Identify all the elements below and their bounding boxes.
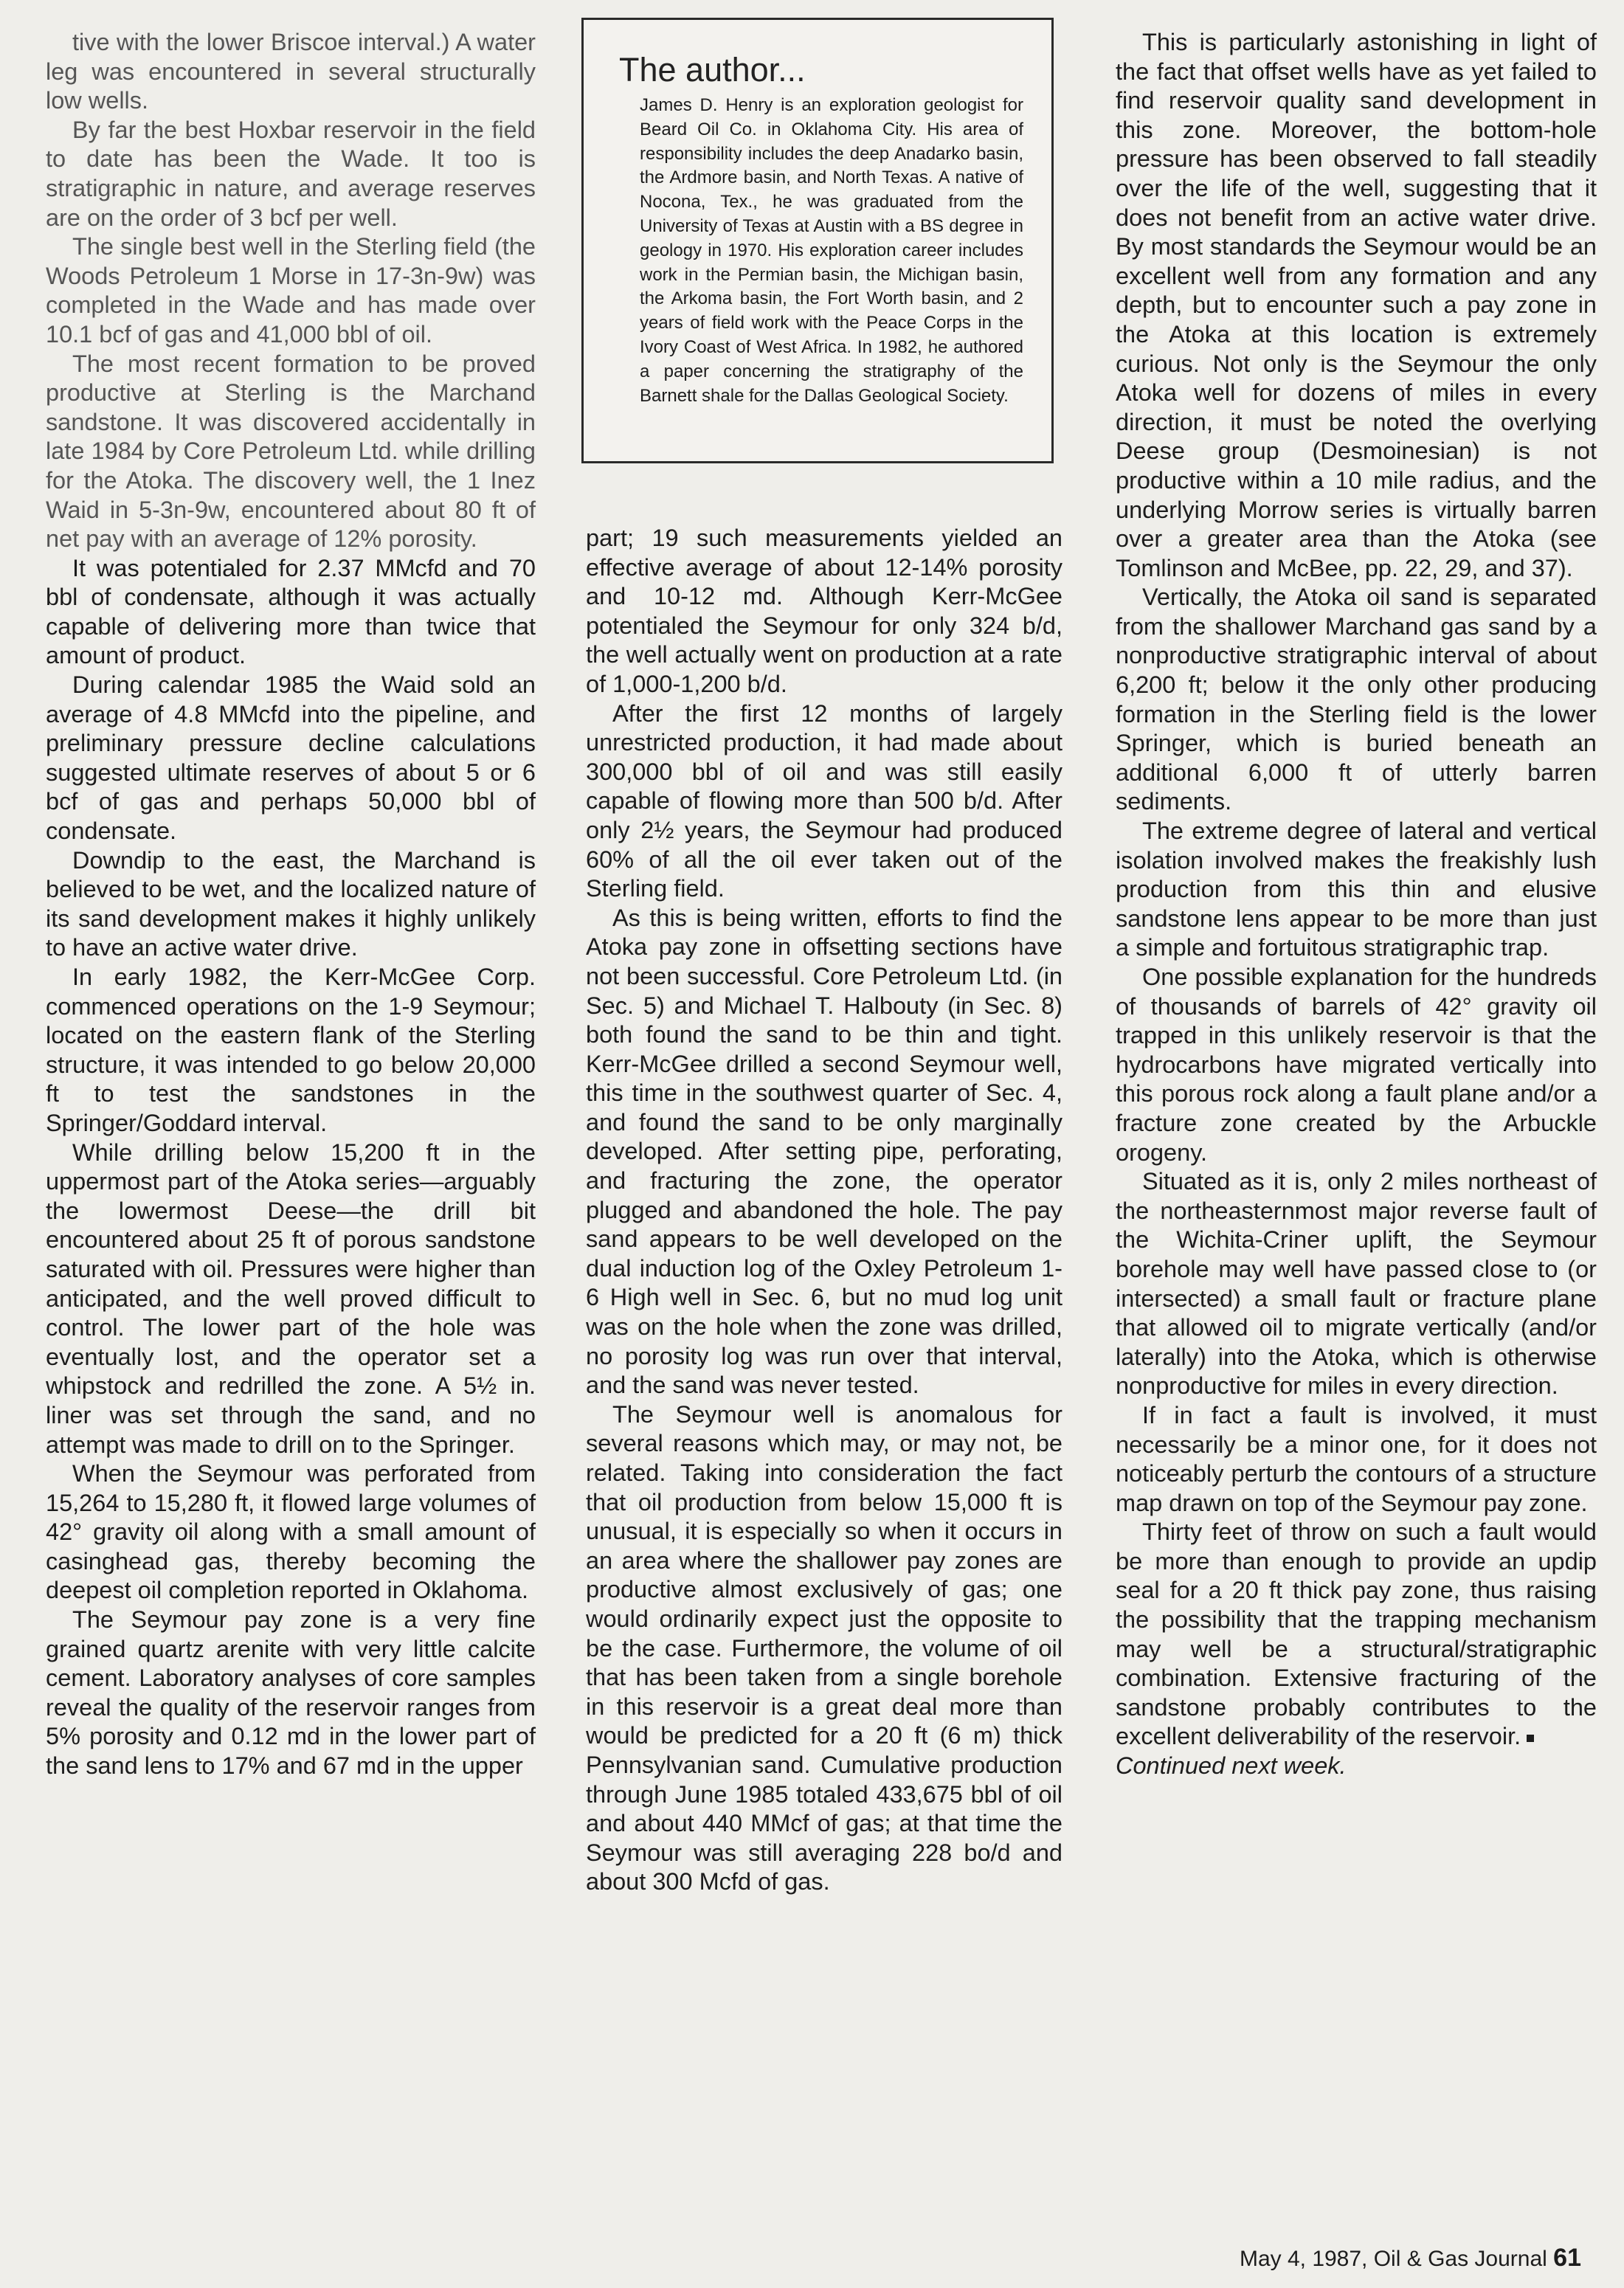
page-number: 61 xyxy=(1553,2244,1581,2272)
article-column-1 xyxy=(46,28,536,1781)
paragraph: During calendar 1985 the Waid sold an average of 4.8 MMcfd into the pipeline, and preliminary pressure decline calculations suggested ultimate reserves of about 5 or 6 bcf of gas and perhaps 50,000 bbl of condensate. xyxy=(46,671,536,845)
paragraph: One possible explanation for the hundreds of thousands of barrels of 42° gravity oil trapped in this unlikely reservoir is that the hydrocarbons have migrated vertically into this porous rock along a fault plane and/or a fracture zone created by the Arbuckle orogeny. xyxy=(1116,964,1597,1166)
issue-line: May 4, 1987, Oil & Gas Journal xyxy=(1239,2247,1547,2271)
paragraph: The Seymour well is anomalous for several reasons which may, or may not, be related. Taking into consideration the fact that oil production from below 15,000 ft is unusual, it is especially so when it occurs in an area where the shallower pay zones are productive almost exclusively of gas; one would ordinarily expect just the opposite to be the case. Furthermore, the volume of oil that has been taken from a single borehole in this reservoir is a great deal more than would be predicted for a 20 ft (6 m) thick Pennsylvanian sand. Cumulative production through June 1985 totaled 433,675 bbl of oil and about 440 MMcf of gas; at that time the Seymour was still averaging 228 bo/d and about 300 Mcfd of gas. xyxy=(586,1400,1062,1895)
continued-note: Continued next week. xyxy=(1116,1752,1347,1780)
author-box-heading: The author... xyxy=(619,51,806,89)
article-column-2 xyxy=(586,524,1062,1897)
paragraph: While drilling below 15,200 ft in the uppermost part of the Atoka series—arguably the lowermost Deese—the drill bit encountered about 25 ft of porous sandstone saturated with oil. Pressures were higher than anticipated, and the well proved difficult to control. The lower part of the hole was eventually lost, and the operator set a whipstock and redrilled the zone. A 5½ in. liner was set through the sand, and no attempt was made to drill on to the Springer. xyxy=(46,1138,536,1458)
paragraph: When the Seymour was perforated from 15,264 to 15,280 ft, it flowed large volumes of 42° gravity oil along with a small amount of casinghead gas, thereby becoming the deepest oil completion reported in Oklahoma. xyxy=(46,1460,536,1604)
final-paragraph xyxy=(1116,1518,1597,1752)
paragraph: Downdip to the east, the Marchand is believed to be wet, and the localized nature of its sand development makes it highly unlikely to have an active water drive. xyxy=(46,846,536,961)
paragraph: This is particularly astonishing in light of the fact that offset wells have as yet failed to find reservoir quality sand development in this zone. Moreover, the bottom-hole pressure has been observed to fall steadily over the life of the well, suggesting that it does not benefit from an active water drive. By most standards the Seymour would be an excellent well from any formation and any depth, but to encounter such a pay zone in the Atoka at this location is extremely curious. Not only is the Seymour the only Atoka well for dozens of miles in every direction, it must be noted the overlying Deese group (Desmoinesian) is not productive within a 10 mile radius, and the underlying Morrow series is virtually barren over a greater area than the Atoka (see Tomlinson and McBee, pp. 22, 29, and 37). xyxy=(1116,29,1597,581)
article-column-3 xyxy=(1116,28,1597,1781)
author-biography: James D. Henry is an exploration geologist for Beard Oil Co. in Oklahoma City. His area of responsibility includes the deep Anadarko basin, the Ardmore basin, and North Texas. A native of Nocona, Tex., he was graduated from the University of Texas at Austin with a BS degree in geology in 1970. His exploration career includes work in the Permian basin, the Michigan basin, the Arkoma basin, the Fort Worth basin, and 2 years of field work with the Peace Corps in the Ivory Coast of West Africa. In 1982, he authored a paper concerning the stratigraphy of the Barnett shale for the Dallas Geological Society. xyxy=(640,95,1023,406)
paragraph: The most recent formation to be proved productive at Sterling is the Marchand sandstone. It was discovered accidentally in late 1984 by Core Petroleum Ltd. while drilling for the Atoka. The discovery well, the 1 Inez Waid in 5-3n-9w, encountered about 80 ft of net pay with an average of 12% porosity. xyxy=(46,350,536,553)
paragraph: Vertically, the Atoka oil sand is separated from the shallower Marchand gas sand by a nonproductive stratigraphic interval of about 6,200 ft; below it the only other producing formation in the Sterling field is the lower Springer, which is buried beneath an additional 6,000 ft of utterly barren sediments. xyxy=(1116,584,1597,815)
paragraph: The Seymour pay zone is a very fine grained quartz arenite with very little calcite cement. Laboratory analyses of core samples reveal the quality of the reservoir ranges from 5% porosity and 0.12 md in the lower part of the sand lens to 17% and 67 md in the upper xyxy=(46,1606,536,1780)
end-of-article-mark xyxy=(1527,1735,1534,1742)
paragraph: If in fact a fault is involved, it must necessarily be a minor one, for it does not noticeably perturb the contours of a structure map drawn on top of the Seymour pay zone. xyxy=(1116,1401,1597,1516)
page-footer xyxy=(1240,2244,1581,2273)
paragraph: In early 1982, the Kerr-McGee Corp. commenced operations on the 1-9 Seymour; located on the eastern flank of the Sterling structure, it was intended to go below 20,000 ft to test the sandstones in the Springer/Goddard interval. xyxy=(46,964,536,1136)
paragraph: The single best well in the Sterling field (the Woods Petroleum 1 Morse in 17-3n-9w) was completed in the Wade and has made over 10.1 bcf of gas and 41,000 bbl of oil. xyxy=(46,233,536,348)
paragraph: Situated as it is, only 2 miles northeast of the northeasternmost major reverse fault of the Wichita-Criner uplift, the Seymour borehole may well have passed close to (or intersected) a small fault or fracture plane that allowed oil to migrate vertically (and/or laterally) into the Atoka, which is otherwise nonproductive for miles in every direction. xyxy=(1116,1168,1597,1400)
paragraph: part; 19 such measurements yielded an effective average of about 12-14% porosity and 10-12 md. Although Kerr-McGee potentialed the Seymour for only 324 b/d, the well actually went on production at a rate of 1,000-1,200 b/d. xyxy=(586,525,1062,697)
author-sidebar-box xyxy=(581,18,1054,463)
paragraph: tive with the lower Briscoe interval.) A water leg was encountered in several structurally low wells. xyxy=(46,29,536,114)
paragraph: As this is being written, efforts to find the Atoka pay zone in offsetting sections have not been successful. Core Petroleum Ltd. (in Sec. 5) and Michael T. Halbouty (in Sec. 8) both found the sand to be thin and tight. Kerr-McGee drilled a second Seymour well, this time in the southwest quarter of Sec. 4, and found the sand to be only marginally developed. After setting pipe, perforating, and fracturing the zone, the operator plugged and abandoned the hole. The pay sand appears to be well developed on the dual induction log of the Oxley Petroleum 1-6 High well in Sec. 6, but no mud log unit was on the hole when the zone was drilled, no porosity log was run over that interval, and the sand was never tested. xyxy=(586,904,1062,1399)
paragraph-text: Thirty feet of throw on such a fault would be more than enough to provide an updip seal for a 20 ft thick pay zone, thus raising the possibility that the trapping mechanism may well be a structural/stratigraphic combination. Extensive fracturing of the sandstone probably contributes to the excellent deliverability of the reservoir. xyxy=(1116,1518,1597,1750)
paragraph: By far the best Hoxbar reservoir in the field to date has been the Wade. It too is stratigraphic in nature, and average reserves are on the order of 3 bcf per well. xyxy=(46,116,536,231)
paragraph: It was potentialed for 2.37 MMcfd and 70 bbl of condensate, although it was actually capable of delivering more than twice that amount of product. xyxy=(46,554,536,669)
paragraph: The extreme degree of lateral and vertical isolation involved makes the freakishly lush production from this thin and elusive sandstone lens appear to be more than just a simple and fortuitous stratigraphic trap. xyxy=(1116,818,1597,961)
paragraph: After the first 12 months of largely unrestricted production, it had made about 300,000 bbl of oil and was still easily capable of flowing more than 500 b/d. After only 2½ years, the Seymour had produced 60% of all the oil ever taken out of the Sterling field. xyxy=(586,699,1062,902)
